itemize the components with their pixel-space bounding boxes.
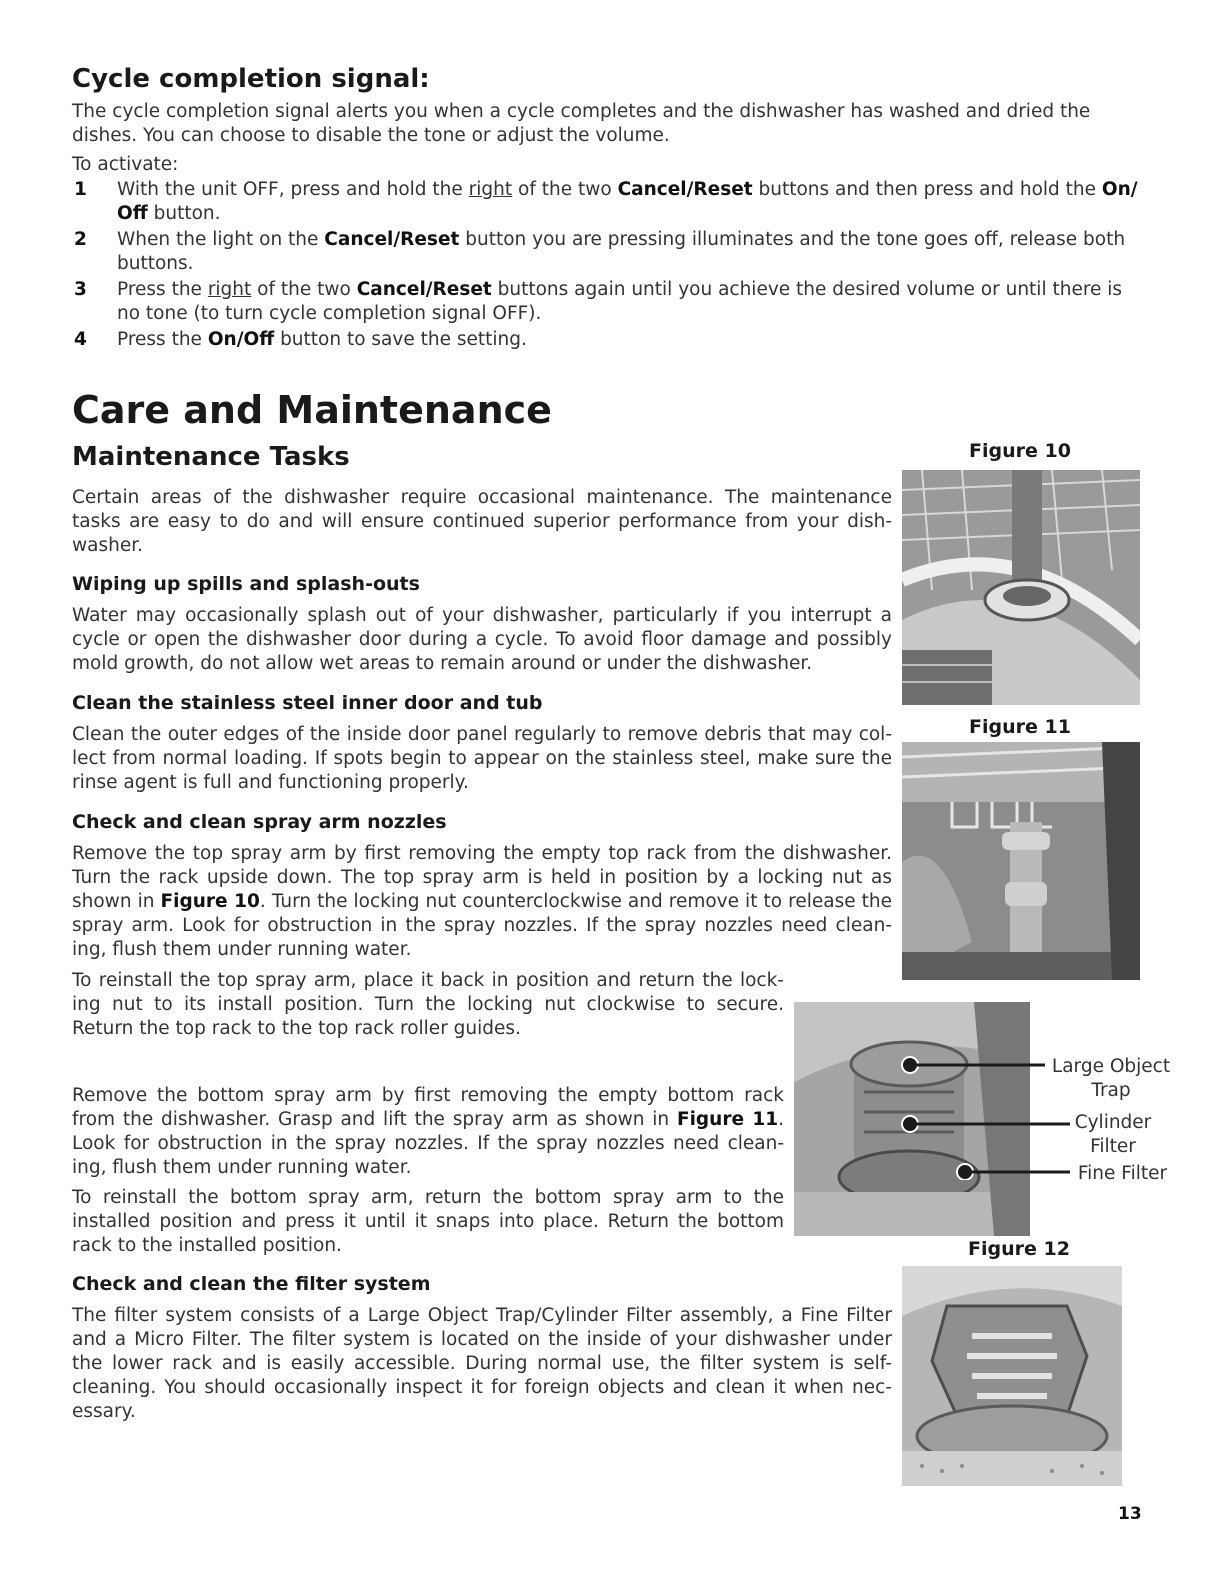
step-emphasis: right (468, 179, 513, 200)
step-button-name: Cancel/Reset (324, 229, 460, 250)
spray-text: Remove the bottom spray arm by first removing the empty bottom rack from the dishwasher. Grasp and lift the spray arm as shown in (72, 1085, 784, 1130)
page-number: 13 (1118, 1504, 1142, 1524)
wipe-text: Water may occasionally splash out of your dishwasher, particularly if you interrupt a cycle or open the dishwasher door during a cycle. To avoid floor damage and possibly mold growth, do not allow wet areas to remain around or under the dishwasher. (72, 605, 892, 674)
step-button-name: On/ Off (117, 179, 1138, 224)
steps-list (72, 178, 1147, 352)
cycle-heading: Cycle completion signal: (72, 64, 430, 94)
spray-text: Remove the top spray arm by first removing the empty top rack from the dishwasher. Turn the rack upside down. The top spray arm is held in position by a locking nut as shown in (72, 843, 892, 912)
step-text: Press the (117, 329, 208, 350)
wipe-heading: Wiping up spills and splash-outs (72, 573, 420, 595)
step-number: 3 (74, 279, 87, 300)
spray-heading: Check and clean spray arm nozzles (72, 811, 447, 833)
step-number: 4 (74, 329, 87, 350)
figure-ref: Figure 11 (676, 1109, 779, 1130)
bottom-spray-arm-image (902, 742, 1140, 980)
figure-11-photo (902, 742, 1140, 980)
step-text: button to save the setting. (274, 329, 527, 350)
step-text: Press the (117, 279, 208, 300)
steel-heading: Clean the stainless steel inner door and tub (72, 692, 543, 714)
callout-fine-filter: Fine Filter (1077, 1163, 1168, 1184)
figure-10-label: Figure 10 (969, 440, 1071, 462)
spray-para-2: To reinstall the top spray arm, place it back in position and return the lock-ing nut to its install position. Turn the locking nut clockwise to secure. Return the top rack to the top rack roller guides. (72, 970, 784, 1039)
step-4 (72, 328, 1147, 352)
section-title: Care and Maintenance (72, 388, 552, 432)
activate-label: To activate: (72, 154, 179, 175)
step-button-name: Cancel/Reset (356, 279, 492, 300)
section-subtitle: Maintenance Tasks (72, 442, 350, 472)
figure-10-photo (902, 470, 1140, 705)
steel-text: Clean the outer edges of the inside door panel regularly to remove debris that may col-lect from normal loading. If spots begin to appear on the stainless steel, make sure the rinse agent is full and functioning properly. (72, 724, 892, 793)
step-text: of the two (512, 179, 618, 200)
step-text: buttons and then press and hold the (752, 179, 1102, 200)
step-3 (72, 278, 1147, 326)
spray-para-1 (72, 842, 892, 962)
step-button-name: Cancel/Reset (617, 179, 753, 200)
spray-text: . Look for obstruction in the spray nozzles. If the spray nozzles need clean-ing, flush them under running water. (72, 1109, 784, 1178)
step-text: button you are pressing illuminates and the tone goes off, release both buttons. (117, 229, 1126, 274)
spray-para-3 (72, 1084, 784, 1180)
step-2 (72, 228, 1147, 276)
step-1 (72, 178, 1147, 226)
step-text: of the two (251, 279, 357, 300)
filter-text: The filter system consists of a Large Object Trap/Cylinder Filter assembly, a Fine Filter and a Micro Filter. The filter system is located on the inside of your dishwasher under the lower rack and is easily accessible. During normal use, the filter system is self-cleaning. You should occasionally inspect it for foreign objects and clean it when nec-essary. (72, 1305, 892, 1422)
step-number: 2 (74, 229, 87, 250)
care-intro: Certain areas of the dishwasher require occasional maintenance. The maintenance tasks are easy to do and will ensure continued superior performance from your dish-washer. (72, 487, 892, 556)
spray-text: . Turn the locking nut counterclockwise and remove it to release the spray arm. Look for obstruction in the spray nozzles. If the spray nozzles need clean-ing, flush them under running water. (72, 891, 892, 960)
step-text: button. (147, 203, 221, 224)
step-text: With the unit OFF, press and hold the (117, 179, 469, 200)
step-text: When the light on the (117, 229, 325, 250)
filter-heading: Check and clean the filter system (72, 1273, 431, 1295)
figure-12-photo (902, 1266, 1122, 1486)
spray-para-4: To reinstall the bottom spray arm, return the bottom spray arm to the installed position and press it until it snaps into place. Return the bottom rack to the installed position. (72, 1187, 784, 1256)
figure-12-label: Figure 12 (968, 1238, 1070, 1260)
step-number: 1 (74, 179, 87, 200)
cycle-intro: The cycle completion signal alerts you when a cycle completes and the dishwasher has washed and dried the dishes. You can choose to disable the tone or adjust the volume. (72, 101, 1091, 146)
spray-arm-locking-nut-image (902, 470, 1140, 705)
filter-removed-image (902, 1266, 1122, 1486)
figure-11-label: Figure 11 (969, 716, 1071, 738)
step-text: buttons again until you achieve the desired volume or until there is no tone (to turn cycle completion signal OFF). (117, 279, 1123, 324)
callout-lines (900, 1050, 1050, 1180)
step-emphasis: right (207, 279, 252, 300)
step-button-name: On/Off (207, 329, 275, 350)
callout-cylinder-filter: Cylinder Filter (1074, 1112, 1152, 1157)
figure-ref: Figure 10 (160, 891, 260, 912)
callout-large-object-trap: Large Object Trap (1051, 1056, 1171, 1101)
